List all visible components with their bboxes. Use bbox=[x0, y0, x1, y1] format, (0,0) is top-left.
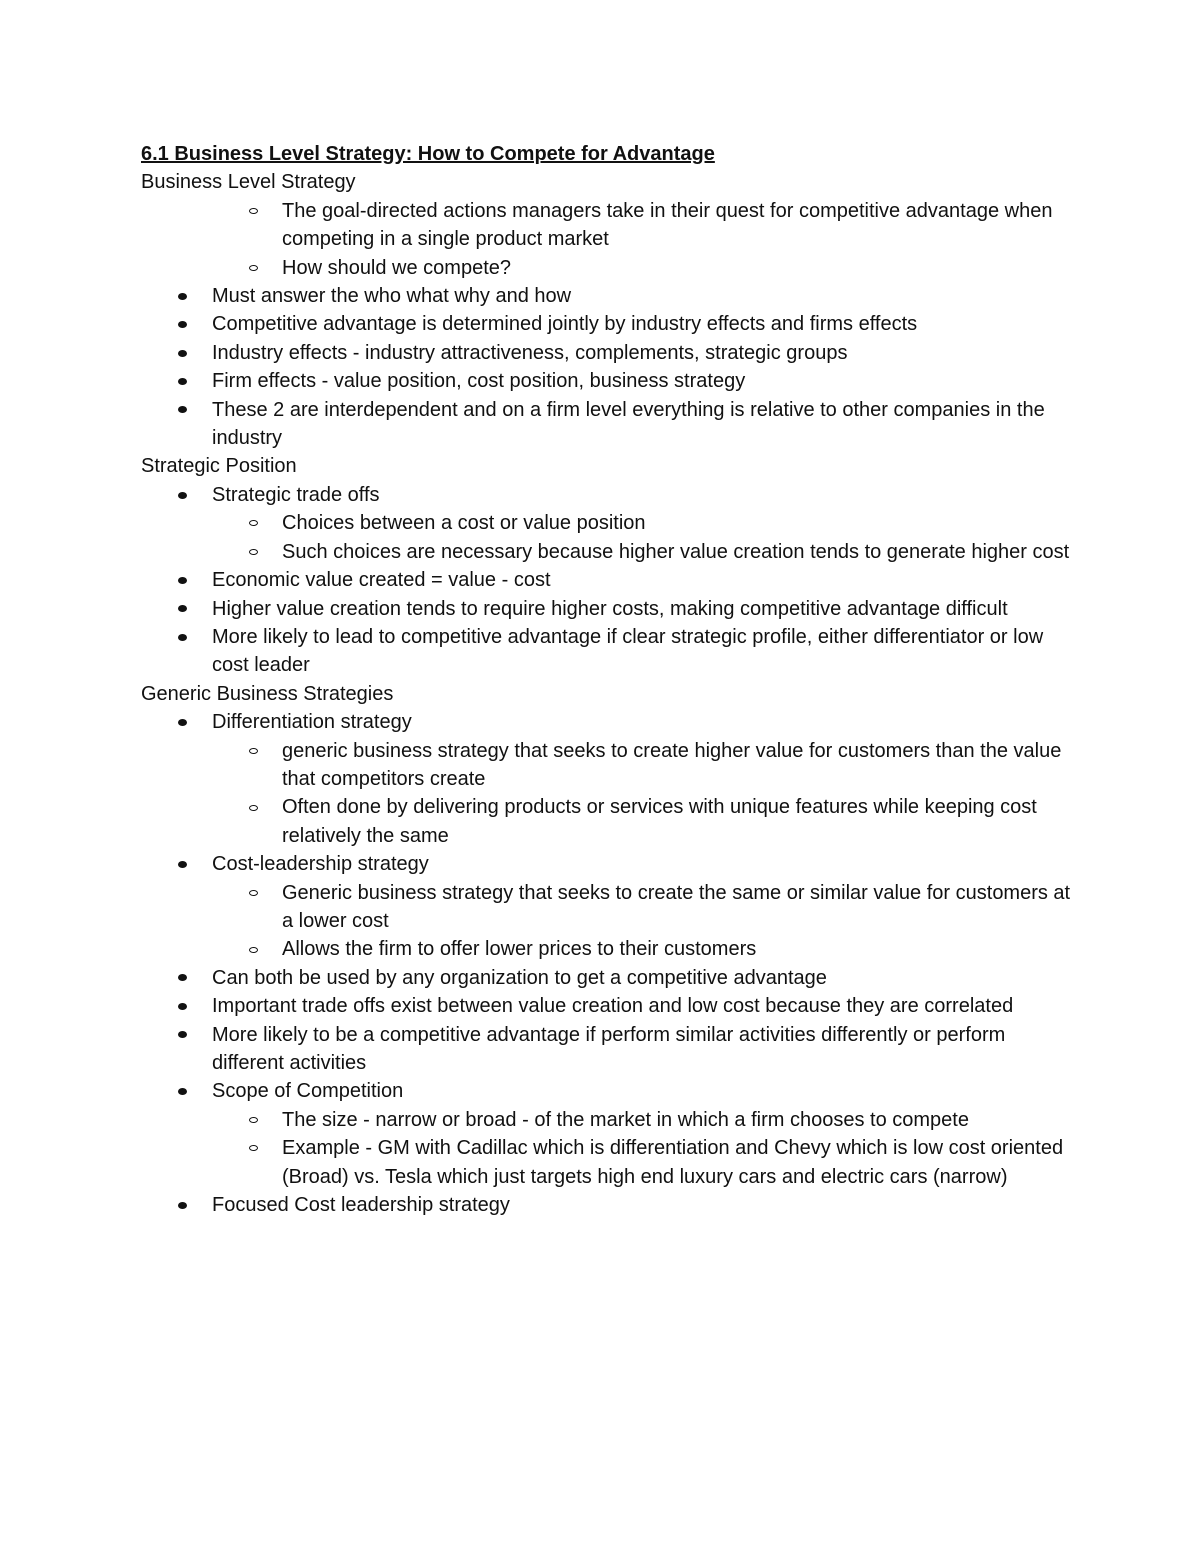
bullet-text: Often done by delivering products or services with unique features while keeping cost relatively the same bbox=[282, 796, 1037, 847]
hollow-bullet-icon bbox=[249, 1106, 258, 1134]
bullet-text: Must answer the who what why and how bbox=[212, 285, 572, 308]
filled-bullet-icon bbox=[178, 339, 187, 367]
bullet-item bbox=[141, 708, 1071, 736]
bullet-text: Example - GM with Cadillac which is differentiation and Chevy which is low cost oriented (Broad) vs. Tesla which just targets high end luxury cars and electric cars (narrow) bbox=[282, 1137, 1064, 1188]
bullet-text: Allows the firm to offer lower prices to their customers bbox=[282, 938, 757, 961]
sub-bullet-item bbox=[141, 793, 1071, 850]
bullet-text: How should we compete? bbox=[282, 256, 512, 279]
filled-bullet-icon bbox=[178, 481, 187, 509]
hollow-bullet-icon bbox=[249, 254, 258, 282]
bullet-item bbox=[141, 310, 1071, 338]
sub-bullet-item bbox=[141, 509, 1071, 537]
hollow-bullet-icon bbox=[249, 935, 258, 963]
sub-bullet-item bbox=[141, 935, 1071, 963]
bullet-text: Firm effects - value position, cost position, business strategy bbox=[212, 370, 746, 393]
bullet-item bbox=[141, 282, 1071, 310]
bullet-text: Economic value created = value - cost bbox=[212, 569, 551, 592]
document-title: 6.1 Business Level Strategy: How to Compete for Advantage bbox=[141, 143, 715, 165]
document-content bbox=[141, 140, 1071, 1219]
filled-bullet-icon bbox=[178, 623, 187, 651]
hollow-bullet-icon bbox=[249, 737, 258, 765]
bullet-text: Higher value creation tends to require higher costs, making competitive advantage difficult bbox=[212, 597, 1008, 620]
bullet-text: Important trade offs exist between value creation and low cost because they are correlated bbox=[212, 995, 1014, 1018]
hollow-bullet-icon bbox=[249, 879, 258, 907]
outline-section bbox=[141, 452, 1071, 679]
bullet-text: Cost-leadership strategy bbox=[212, 853, 429, 876]
sub-bullet-item bbox=[141, 197, 1071, 254]
hollow-bullet-icon bbox=[249, 538, 258, 566]
bullet-text: Competitive advantage is determined jointly by industry effects and firms effects bbox=[212, 313, 918, 336]
bullet-item bbox=[141, 992, 1071, 1020]
filled-bullet-icon bbox=[178, 850, 187, 878]
bullet-text: Focused Cost leadership strategy bbox=[212, 1194, 510, 1217]
bullet-item bbox=[141, 623, 1071, 680]
filled-bullet-icon bbox=[178, 595, 187, 623]
filled-bullet-icon bbox=[178, 1021, 187, 1049]
bullet-item bbox=[141, 481, 1071, 509]
bullet-item bbox=[141, 595, 1071, 623]
sub-bullet-item bbox=[141, 879, 1071, 936]
sub-bullet-item bbox=[141, 1134, 1071, 1191]
bullet-item bbox=[141, 396, 1071, 453]
outline-section bbox=[141, 168, 1071, 452]
sub-bullet-item bbox=[141, 254, 1071, 282]
sub-bullet-item bbox=[141, 1106, 1071, 1134]
sub-bullet-item bbox=[141, 538, 1071, 566]
bullet-text: Industry effects - industry attractiveness, complements, strategic groups bbox=[212, 341, 848, 364]
sections-container bbox=[141, 168, 1071, 1219]
bullet-text: The goal-directed actions managers take in their quest for competitive advantage when competing in a single product market bbox=[282, 199, 1053, 251]
bullet-item bbox=[141, 1021, 1071, 1078]
bullet-item bbox=[141, 850, 1071, 878]
hollow-bullet-icon bbox=[249, 197, 258, 225]
filled-bullet-icon bbox=[178, 282, 187, 310]
section-heading: Business Level Strategy bbox=[141, 171, 356, 194]
bullet-item bbox=[141, 367, 1071, 395]
filled-bullet-icon bbox=[178, 708, 187, 736]
bullet-item bbox=[141, 964, 1071, 992]
bullet-text: Such choices are necessary because higher value creation tends to generate higher cost bbox=[282, 540, 1070, 563]
bullet-text: More likely to be a competitive advantage if perform similar activities differently or perform different activities bbox=[212, 1023, 1006, 1074]
bullet-item bbox=[141, 1077, 1071, 1105]
hollow-bullet-icon bbox=[249, 793, 258, 821]
section-heading: Strategic Position bbox=[141, 455, 297, 478]
sub-bullet-item bbox=[141, 737, 1071, 794]
filled-bullet-icon bbox=[178, 367, 187, 395]
filled-bullet-icon bbox=[178, 992, 187, 1020]
bullet-text: Scope of Competition bbox=[212, 1080, 404, 1103]
bullet-text: generic business strategy that seeks to create higher value for customers than the value that competitors create bbox=[282, 739, 1062, 790]
filled-bullet-icon bbox=[178, 396, 187, 424]
hollow-bullet-icon bbox=[249, 509, 258, 537]
hollow-bullet-icon bbox=[249, 1134, 258, 1162]
bullet-item bbox=[141, 1191, 1071, 1219]
bullet-text: Differentiation strategy bbox=[212, 711, 412, 734]
bullet-text: Choices between a cost or value position bbox=[282, 512, 646, 535]
section-heading: Generic Business Strategies bbox=[141, 682, 394, 705]
filled-bullet-icon bbox=[178, 310, 187, 338]
outline-section bbox=[141, 680, 1071, 1220]
bullet-text: Strategic trade offs bbox=[212, 483, 380, 506]
filled-bullet-icon bbox=[178, 566, 187, 594]
bullet-text: These 2 are interdependent and on a firm level everything is relative to other companies in the industry bbox=[212, 398, 1045, 450]
bullet-item bbox=[141, 566, 1071, 594]
bullet-text: The size - narrow or broad - of the market in which a firm chooses to compete bbox=[282, 1108, 969, 1131]
filled-bullet-icon bbox=[178, 1077, 187, 1105]
bullet-item bbox=[141, 339, 1071, 367]
bullet-text: More likely to lead to competitive advantage if clear strategic profile, either differentiator or low cost leader bbox=[212, 625, 1044, 677]
filled-bullet-icon bbox=[178, 1191, 187, 1219]
filled-bullet-icon bbox=[178, 964, 187, 992]
bullet-text: Generic business strategy that seeks to create the same or similar value for customers at a lower cost bbox=[282, 881, 1071, 932]
bullet-text: Can both be used by any organization to get a competitive advantage bbox=[212, 966, 827, 989]
